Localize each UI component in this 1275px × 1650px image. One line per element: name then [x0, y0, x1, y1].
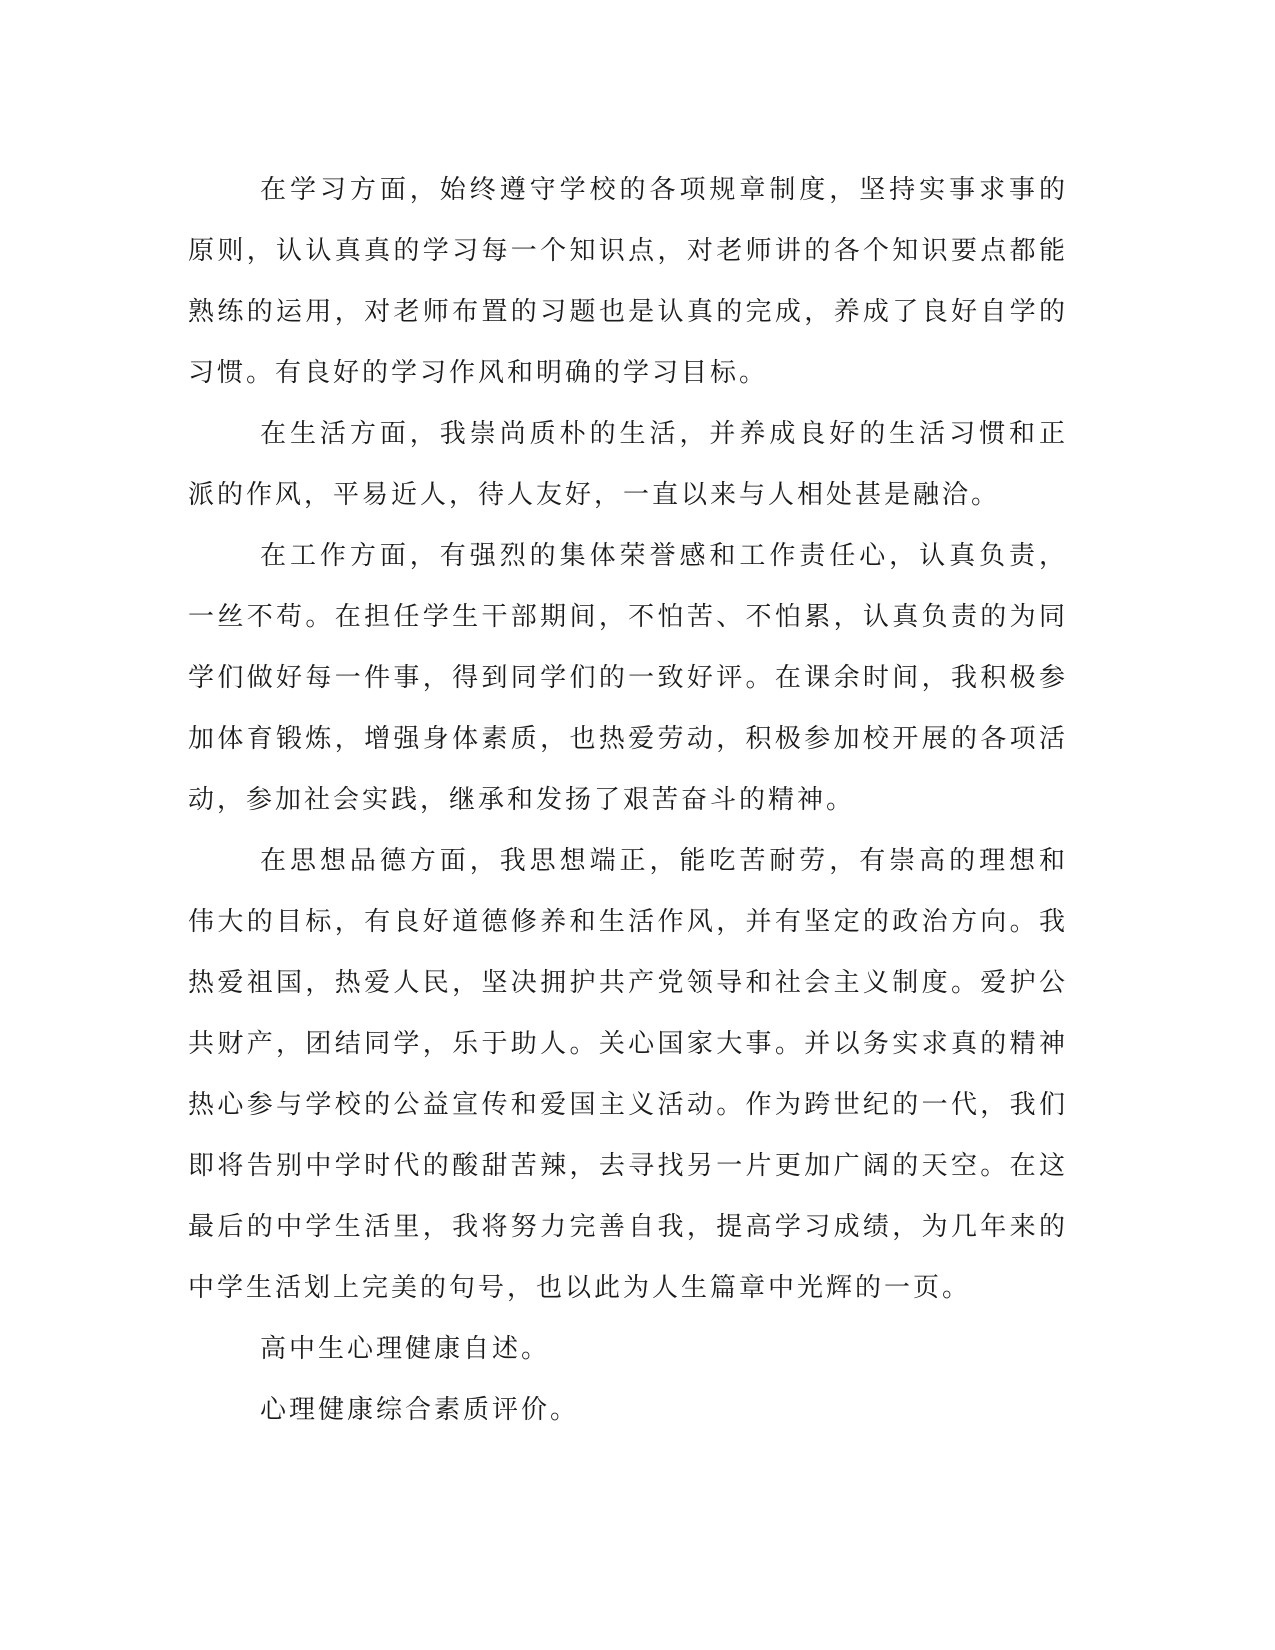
paragraph-morality: 在思想品德方面，我思想端正，能吃苦耐劳，有崇高的理想和伟大的目标，有良好道德修养和生活作风，并有坚定的政治方向。我热爱祖国，热爱人民，坚决拥护共产党领导和社会主义制度。爱护公共财产，团结同学，乐于助人。关心国家大事。并以务实求真的精神热心参与学校的公益宣传和爱国主义活动。作为跨世纪的一代，我们即将告别中学时代的酸甜苦辣，去寻找另一片更加广阔的天空。在这最后的中学生活里，我将努力完善自我，提高学习成绩，为几年来的中学生活划上完美的句号，也以此为人生篇章中光辉的一页。: [188, 846, 1068, 1303]
document-body: [188, 160, 1068, 1441]
paragraph-life: 在生活方面，我崇尚质朴的生活，并养成良好的生活习惯和正派的作风，平易近人，待人友好，一直以来与人相处甚是融洽。: [188, 419, 1068, 510]
paragraph-heading-evaluation: 心理健康综合素质评价。: [260, 1395, 580, 1425]
paragraph-work: 在工作方面，有强烈的集体荣誉感和工作责任心，认真负责，一丝不苟。在担任学生干部期间，不怕苦、不怕累，认真负责的为同学们做好每一件事，得到同学们的一致好评。在课余时间，我积极参加体育锻炼，增强身体素质，也热爱劳动，积极参加校开展的各项活动，参加社会实践，继承和发扬了艰苦奋斗的精神。: [188, 541, 1068, 815]
paragraph-heading-self-statement: 高中生心理健康自述。: [260, 1334, 551, 1364]
paragraph-study: 在学习方面，始终遵守学校的各项规章制度，坚持实事求事的原则，认认真真的学习每一个知识点，对老师讲的各个知识要点都能熟练的运用，对老师布置的习题也是认真的完成，养成了良好自学的习惯。有良好的学习作风和明确的学习目标。: [188, 175, 1068, 388]
